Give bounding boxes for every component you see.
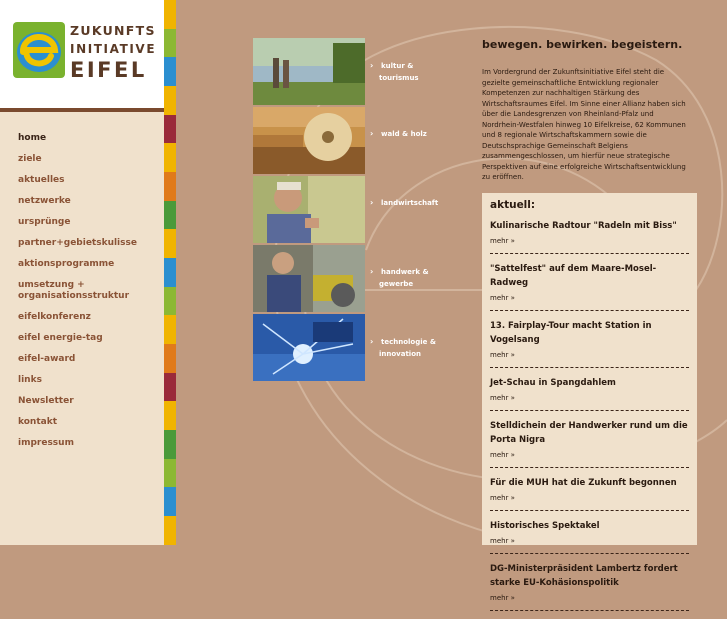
intro-text: Im Vordergrund der Zukunftsinitiative Eifel steht die gezielte gemeinschaftliche Entwicklung regionaler Kompetenzen zur nachhaltigen Stärkung des Wirtschaftsraumes Eifel. Im Sinne einer Allianz haben sich über die Landesgrenzen von Rheinland-Pfalz und Nordrhein-Westfalen hinweg 10 Eifelkreise, 62 Kommunen und 8 regionale Wirtschaftskammern sowie die Deutschsprachige Gemeinschaft Belgiens zusammengeschlossen, um hierfür neue strategische Perspektiven auf eine erfolgreiche Wirtschaftsentwicklung zu eröffnen.	[482, 68, 686, 181]
logo-e-icon	[13, 22, 65, 78]
nav-item-ziele[interactable]: ziele	[18, 154, 42, 164]
category-label-line1: handwerk &	[381, 268, 429, 276]
logo-divider	[0, 108, 164, 112]
news-headline[interactable]: Stelldichein der Handwerker rund um die Porta Nigra	[490, 421, 688, 445]
news-headline[interactable]: Jet-Schau in Spangdahlem	[490, 378, 616, 388]
stripe-segment	[164, 172, 176, 201]
sidebar	[0, 0, 164, 545]
logo-text-zukunfts: ZUKUNFTS	[70, 23, 156, 38]
stripe-segment	[164, 315, 176, 344]
main-nav	[18, 133, 158, 459]
category-images	[253, 38, 365, 383]
farmer-photo[interactable]	[253, 176, 365, 243]
category-wald-holz[interactable]	[370, 128, 427, 140]
news-box	[482, 193, 697, 602]
more-link[interactable]: mehr »	[490, 594, 515, 602]
stripe-segment	[164, 57, 176, 86]
news-list	[490, 219, 689, 619]
logo-text-initiative: INITIATIVE	[70, 42, 157, 56]
nav-item-impressum[interactable]: impressum	[18, 438, 74, 448]
more-link[interactable]: mehr »	[490, 451, 515, 459]
stripe-segment	[164, 487, 176, 516]
nav-item-eifel-award[interactable]: eifel-award	[18, 354, 76, 364]
category-label-line2: tourismus	[379, 74, 419, 82]
category-label-line1: landwirtschaft	[381, 199, 439, 207]
category-handwerk-gewerbe[interactable]	[370, 266, 429, 290]
stripe-segment	[164, 373, 176, 402]
news-item	[490, 419, 689, 468]
more-link[interactable]: mehr »	[490, 394, 515, 402]
news-headline[interactable]: 13. Fairplay-Tour macht Station in Vogelsang	[490, 321, 652, 345]
nav-item-umsetzung[interactable]: umsetzung + organisationsstruktur	[18, 280, 130, 301]
stripe-segment	[164, 258, 176, 287]
nav-item-partner[interactable]: partner+gebietskulisse	[18, 238, 137, 248]
stripe-segment	[164, 344, 176, 373]
color-stripe	[164, 0, 176, 545]
stripe-segment	[164, 0, 176, 29]
stripe-segment	[164, 287, 176, 316]
news-headline[interactable]: DG-Ministerpräsident Lambertz fordert starke EU-Kohäsionspolitik	[490, 564, 678, 588]
nav-item-eifelkonferenz[interactable]: eifelkonferenz	[18, 312, 91, 322]
lake-landscape-photo[interactable]	[253, 38, 365, 105]
news-item	[490, 519, 689, 554]
news-item	[490, 376, 689, 411]
news-item	[490, 319, 689, 368]
stripe-segment	[164, 229, 176, 258]
news-headline[interactable]: Kulinarische Radtour "Radeln mit Biss"	[490, 221, 677, 231]
more-link[interactable]: mehr »	[490, 294, 515, 302]
category-label-line1: wald & holz	[381, 130, 427, 138]
category-label-line1: kultur &	[381, 62, 414, 70]
nav-item-aktuelles[interactable]: aktuelles	[18, 175, 65, 185]
nav-item-aktionsprogramme[interactable]: aktionsprogramme	[18, 259, 115, 269]
more-link[interactable]: mehr »	[490, 494, 515, 502]
slogan: bewegen. bewirken. begeistern.	[482, 38, 683, 51]
arrow-right-icon: ›	[370, 198, 374, 207]
arrow-right-icon: ›	[370, 61, 374, 70]
arrow-right-icon: ›	[370, 337, 374, 346]
welding-photo[interactable]	[253, 314, 365, 381]
nav-item-newsletter[interactable]: Newsletter	[18, 396, 74, 406]
news-item	[490, 562, 689, 611]
news-title: aktuell:	[490, 199, 536, 211]
wood-saw-photo[interactable]	[253, 107, 365, 174]
news-item	[490, 476, 689, 511]
logo[interactable]	[0, 0, 164, 108]
stripe-segment	[164, 459, 176, 488]
stripe-segment	[164, 29, 176, 58]
nav-item-links[interactable]: links	[18, 375, 42, 385]
logo-text-eifel: EIFEL	[70, 58, 147, 82]
stripe-segment	[164, 201, 176, 230]
craftsman-photo[interactable]	[253, 245, 365, 312]
stripe-segment	[164, 143, 176, 172]
category-landwirtschaft[interactable]	[370, 197, 438, 209]
nav-item-kontakt[interactable]: kontakt	[18, 417, 57, 427]
category-label-line2: innovation	[379, 350, 421, 358]
more-link[interactable]: mehr »	[490, 537, 515, 545]
category-label-line1: technologie &	[381, 338, 436, 346]
news-headline[interactable]: "Sattelfest" auf dem Maare-Mosel-Radweg	[490, 264, 657, 288]
arrow-right-icon: ›	[370, 267, 374, 276]
stripe-segment	[164, 516, 176, 545]
news-headline[interactable]: Historisches Spektakel	[490, 521, 600, 531]
more-link[interactable]: mehr »	[490, 237, 515, 245]
stripe-segment	[164, 401, 176, 430]
news-item	[490, 262, 689, 311]
stripe-segment	[164, 430, 176, 459]
category-label-line2: gewerbe	[379, 280, 414, 288]
news-item	[490, 219, 689, 254]
stripe-segment	[164, 86, 176, 115]
category-kultur-tourismus[interactable]	[370, 60, 419, 84]
nav-item-netzwerke[interactable]: netzwerke	[18, 196, 71, 206]
nav-item-energie-tag[interactable]: eifel energie-tag	[18, 333, 103, 343]
arrow-right-icon: ›	[370, 129, 374, 138]
nav-item-home[interactable]: home	[18, 133, 47, 143]
stripe-segment	[164, 115, 176, 144]
nav-item-urspruenge[interactable]: ursprünge	[18, 217, 71, 227]
news-headline[interactable]: Für die MUH hat die Zukunft begonnen	[490, 478, 677, 488]
more-link[interactable]: mehr »	[490, 351, 515, 359]
category-technologie-innovation[interactable]	[370, 336, 436, 360]
